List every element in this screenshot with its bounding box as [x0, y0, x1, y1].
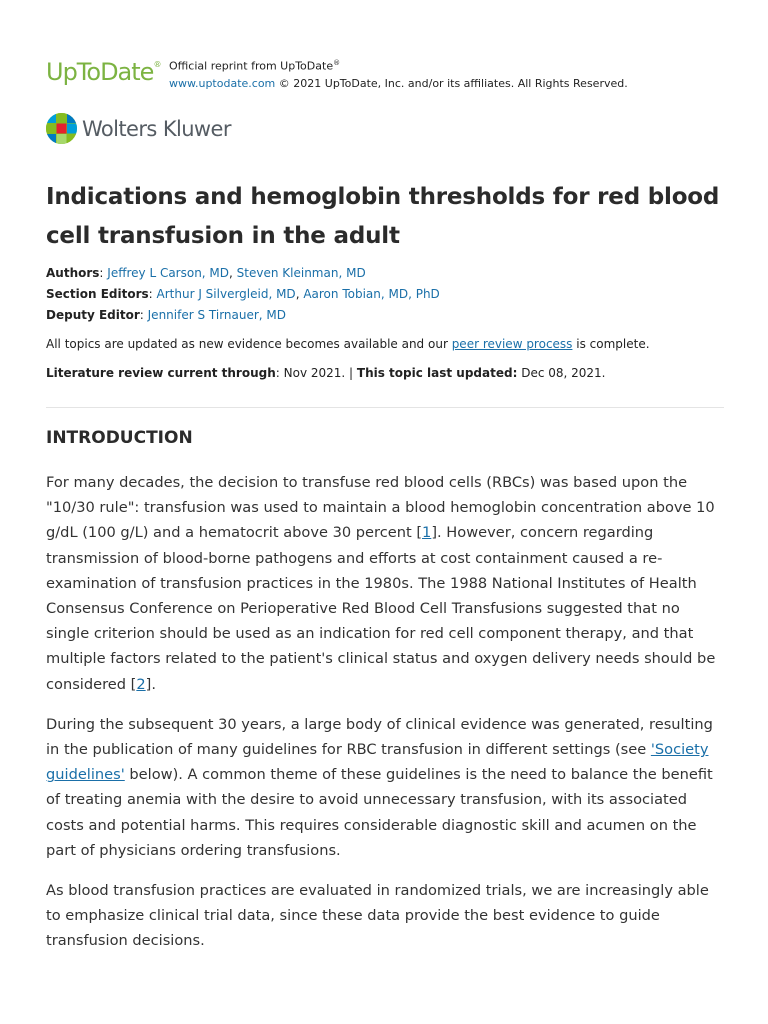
wolters-kluwer-mosaic-icon: [46, 113, 77, 144]
last-updated-label: This topic last updated:: [356, 366, 518, 380]
intro-p1-text-b: ]. However, concern regarding transmission of blood-borne pathogens and efforts at cost containment caused a re-examination of transfusion practices in the 1980s. The 1988 National Institutes of Health Consensus Conference on Perioperative Red Blood Cell Transfusions suggested that no single criterion should be used as an indication for red cell component therapy, and that multiple factors related to the patient's clinical status and oxygen delivery needs should be considered [: [46, 524, 716, 693]
review-dates: [46, 363, 724, 384]
intro-paragraph-3: As blood transfusion practices are evaluated in randomized trials, we are increasingly able to emphasize clinical trial data, since these data provide the best evidence to guide transfusion decisions.: [46, 882, 709, 950]
intro-p2-text-b: below). A common theme of these guidelines is the need to balance the benefit of treating anemia with the desire to avoid unnecessary transfusion, with its associated costs and potential harms. This requires considerable diagnostic skill and acumen on the part of physicians ordering transfusions.: [46, 766, 713, 859]
article-metadata: [46, 263, 724, 384]
update-note-end: is complete.: [572, 337, 650, 351]
reprint-notice: [169, 55, 628, 92]
reprint-header: [46, 54, 724, 94]
copyright-text: © 2021 UpToDate, Inc. and/or its affiliates. All Rights Reserved.: [275, 76, 628, 90]
uptodate-site-link[interactable]: www.uptodate.com: [169, 76, 276, 90]
introduction-heading: INTRODUCTION: [46, 428, 193, 448]
authors-label: Authors: [46, 266, 100, 280]
deputy-editor-label: Deputy Editor: [46, 308, 140, 322]
deputy-editor-row: Deputy Editor: Jennifer S Tirnauer, MD: [46, 308, 287, 322]
article-title: Indications and hemoglobin thresholds for red blood cell transfusion in the adult: [46, 184, 720, 249]
uptodate-logo-text: UpToDate: [46, 58, 154, 86]
authors-row: Authors: Jeffrey L Carson, MD, Steven Kleinman, MD: [46, 266, 366, 280]
lit-review-label: Literature review current through: [46, 366, 276, 380]
intro-p2-text-a: During the subsequent 30 years, a large body of clinical evidence was generated, resulting in the publication of many guidelines for RBC transfusion in different settings (see: [46, 715, 713, 759]
copyright-line: [169, 75, 628, 92]
uptodate-logo[interactable]: [46, 54, 161, 87]
author-link[interactable]: Jeffrey L Carson, MD: [107, 266, 230, 280]
reprint-registered: ®: [333, 59, 341, 67]
wolters-kluwer-logo: [46, 112, 246, 146]
intro-p1-text-a: For many decades, the decision to transfuse red blood cells (RBCs) was based upon the "10/30 rule": transfusion was used to maintain a blood hemoglobin concentration above 10 g/dL (100 g/L) and a hematocrit above 30 percent [: [46, 474, 715, 542]
reference-link-2[interactable]: 2: [136, 675, 146, 693]
uptodate-logo-registered: ®: [153, 60, 162, 69]
introduction-body: [46, 470, 724, 969]
section-editors-row: Section Editors: Arthur J Silvergleid, MD, Aaron Tobian, MD, PhD: [46, 287, 440, 301]
section-editor-link[interactable]: Arthur J Silvergleid, MD: [156, 287, 296, 301]
peer-review-link[interactable]: peer review process: [451, 337, 573, 351]
intro-paragraph-1: [46, 470, 724, 697]
lit-review-value: : Nov 2021. |: [275, 366, 357, 380]
last-updated-value: Dec 08, 2021.: [517, 366, 606, 380]
section-editor-link[interactable]: Aaron Tobian, MD, PhD: [303, 287, 440, 301]
update-note: [46, 334, 724, 355]
intro-p1-text-c: ].: [145, 675, 156, 693]
deputy-editor-link[interactable]: Jennifer S Tirnauer, MD: [147, 308, 287, 322]
reference-link-1[interactable]: 1: [422, 524, 432, 542]
reprint-text: Official reprint from UpToDate: [169, 59, 334, 73]
section-editors-label: Section Editors: [46, 287, 149, 301]
intro-paragraph-2: [46, 712, 724, 863]
author-link[interactable]: Steven Kleinman, MD: [236, 266, 366, 280]
wolters-kluwer-wordmark: Wolters Kluwer: [82, 117, 231, 141]
update-note-text: All topics are updated as new evidence becomes available and our: [46, 337, 452, 351]
section-divider: [46, 407, 724, 408]
society-guidelines-link[interactable]: 'Society guidelines': [46, 741, 709, 784]
reprint-line: [169, 55, 628, 75]
